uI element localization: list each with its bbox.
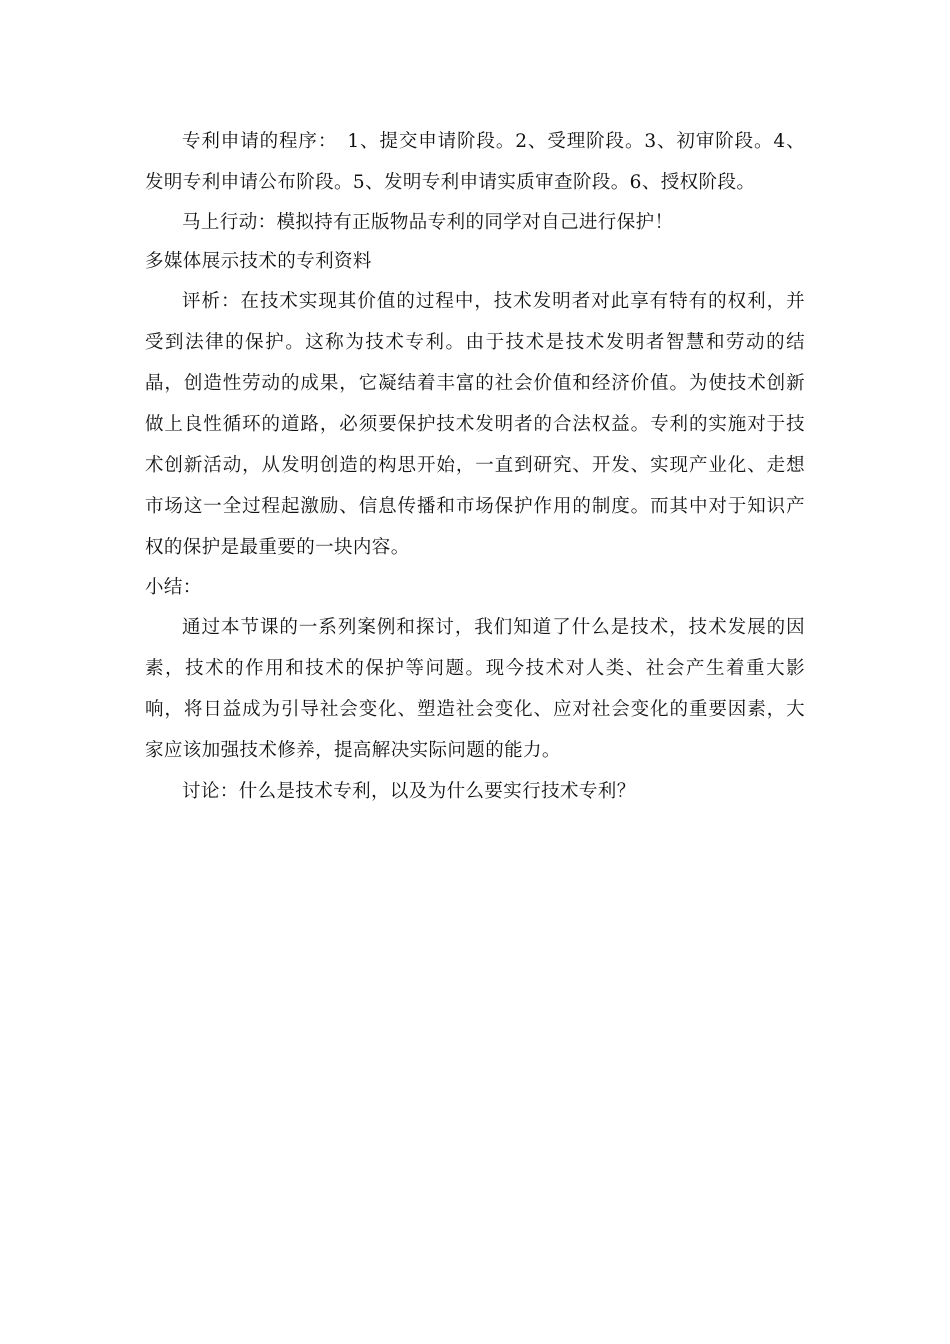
paragraph-action: 马上行动：模拟持有正版物品专利的同学对自己进行保护！ <box>182 212 674 233</box>
heading-summary: 小结： <box>145 577 202 598</box>
paragraph-patent-procedure: 专利申请的程序： 1、提交申请阶段。2、受理阶段。3、初审阶段。4、发明专利申请公布阶段。5、发明专利申请实质审查阶段。6、授权阶段。 <box>145 131 805 193</box>
document-body <box>145 121 805 812</box>
heading-multimedia: 多媒体展示技术的专利资料 <box>145 251 372 272</box>
paragraph-summary: 通过本节课的一系列案例和探讨，我们知道了什么是技术，技术发展的因素，技术的作用和技术的保护等问题。现今技术对人类、社会产生着重大影响，将日益成为引导社会变化、塑造社会变化、应对社会变化的重要因素，大家应该加强技术修养，提高解决实际问题的能力。 <box>145 617 805 761</box>
paragraph-analysis: 评析：在技术实现其价值的过程中，技术发明者对此享有特有的权利，并受到法律的保护。这称为技术专利。由于技术是技术发明者智慧和劳动的结晶，创造性劳动的成果，它凝结着丰富的社会价值和经济价值。为使技术创新做上良性循环的道路，必须要保护技术发明者的合法权益。专利的实施对于技术创新活动，从发明创造的构思开始，一直到研究、开发、实现产业化、走想市场这一全过程起激励、信息传播和市场保护作用的制度。而其中对于知识产权的保护是最重要的一块内容。 <box>145 291 805 558</box>
paragraph-discussion: 讨论：什么是技术专利，以及为什么要实行技术专利？ <box>182 781 636 802</box>
